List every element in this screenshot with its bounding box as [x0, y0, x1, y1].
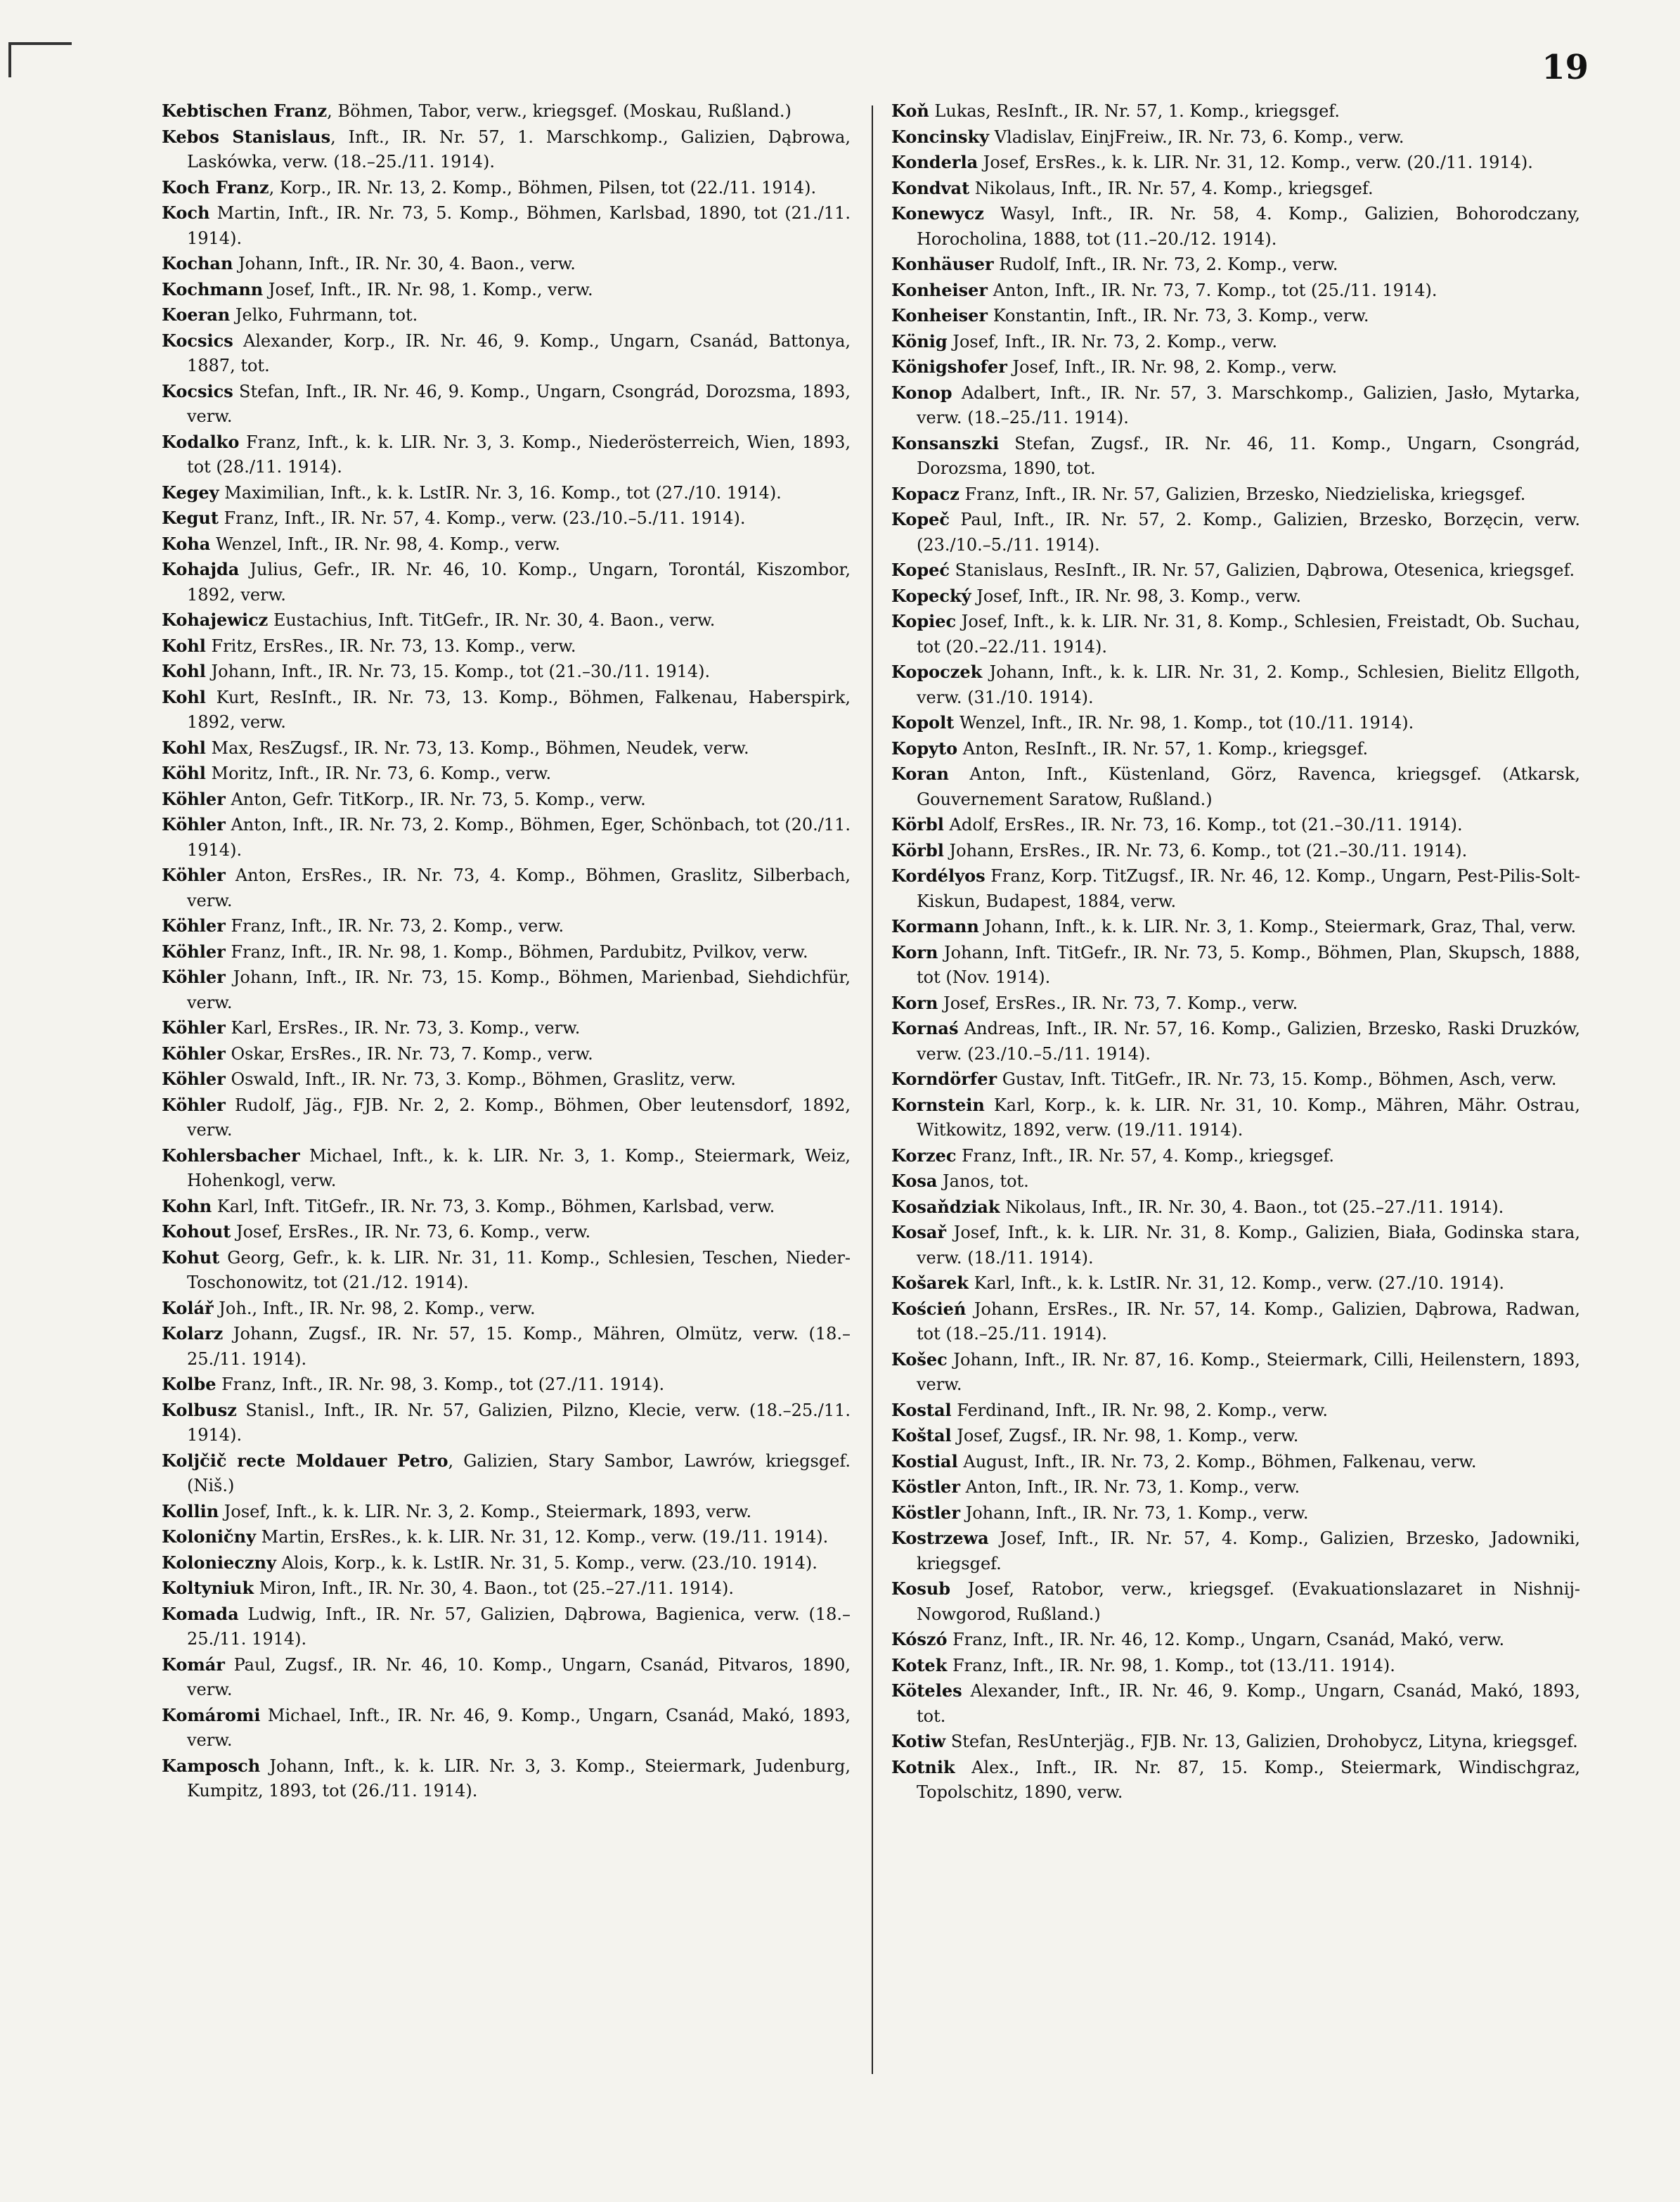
entry-details: Josef, Inft., IR. Nr. 98, 3. Komp., verw.: [971, 586, 1301, 606]
casualty-entry: [891, 98, 1580, 124]
entry-details: Rudolf, Jäg., FJB. Nr. 2, 2. Komp., Böhmen, Ober leutensdorf, 1892, verw.: [187, 1095, 851, 1140]
entry-details: Anton, Inft., Küstenland, Görz, Ravenca, kriegsgef. (Atkarsk, Gouvernement Saratow, Rußland.): [917, 764, 1580, 809]
scan-mark: [8, 42, 11, 77]
casualty-entry: [162, 1398, 851, 1448]
entry-details: Eustachius, Inft. TitGefr., IR. Nr. 30, 4. Baon., verw.: [268, 610, 716, 630]
entry-surname: Koch Franz: [162, 176, 269, 198]
entry-details: Janos, tot.: [937, 1171, 1029, 1191]
entry-details: Julius, Gefr., IR. Nr. 46, 10. Komp., Ungarn, Torontál, Kiszombor, 1892, verw.: [187, 560, 851, 605]
casualty-entry: [162, 557, 851, 607]
casualty-entry: [891, 278, 1580, 304]
entry-surname: Komáromi: [162, 1704, 261, 1725]
entry-surname: Kohout: [162, 1221, 231, 1242]
entry-surname: Kegut: [162, 508, 219, 528]
entry-surname: Koran: [891, 764, 949, 784]
entry-details: Johann, Inft., k. k. LIR. Nr. 31, 2. Komp., Schlesien, Bielitz Ellgoth, verw. (31./10. 1914).: [917, 662, 1580, 707]
entry-details: Franz, Inft., IR. Nr. 98, 3. Komp., tot (27./11. 1914).: [216, 1374, 665, 1394]
entry-surname: Koeran: [162, 304, 231, 325]
casualty-entry: [891, 1678, 1580, 1729]
entry-surname: Kosa: [891, 1171, 938, 1191]
entry-details: Wenzel, Inft., IR. Nr. 98, 1. Komp., tot (10./11. 1914).: [954, 713, 1414, 733]
casualty-entry: [891, 1449, 1580, 1475]
casualty-entry: [891, 1627, 1580, 1653]
casualty-entry: [891, 150, 1580, 176]
entry-surname: Kohn: [162, 1195, 212, 1216]
casualty-entry: [162, 1194, 851, 1220]
casualty-entry: [891, 1576, 1580, 1627]
entry-surname: Kondvat: [891, 177, 970, 198]
casualty-entry: [162, 200, 851, 251]
casualty-entry: [162, 1219, 851, 1245]
entry-surname: Kosař: [891, 1222, 947, 1242]
entry-details: Johann, Inft. TitGefr., IR. Nr. 73, 5. Komp., Böhmen, Plan, Skupsch, 1888, tot (Nov. 1914).: [917, 942, 1580, 987]
entry-details: Alex., Inft., IR. Nr. 87, 15. Komp., Steiermark, Windischgraz, Topolschitz, 1890, verw.: [917, 1757, 1580, 1802]
entry-surname: Kebtischen Franz: [162, 101, 328, 121]
entry-details: Josef, ErsRes., IR. Nr. 73, 7. Komp., verw.: [938, 993, 1298, 1013]
entry-details: Franz, Inft., IR. Nr. 57, 4. Komp., verw. (23./10.–5./11. 1914).: [218, 508, 746, 528]
entry-details: Anton, ResInft., IR. Nr. 57, 1. Komp., kriegsgef.: [957, 738, 1369, 759]
entry-details: August, Inft., IR. Nr. 73, 2. Komp., Böhmen, Falkenau, verw.: [957, 1451, 1477, 1472]
casualty-entry: [891, 1398, 1580, 1424]
entry-details: Franz, Inft., IR. Nr. 46, 12. Komp., Ungarn, Csanád, Makó, verw.: [947, 1630, 1505, 1649]
entry-surname: Koścień: [891, 1298, 967, 1319]
casualty-entry: [891, 761, 1580, 812]
casualty-entry: [891, 659, 1580, 710]
entry-details: Anton, Gefr. TitKorp., IR. Nr. 73, 5. Komp., verw.: [225, 789, 646, 809]
entry-details: Paul, Zugsf., IR. Nr. 46, 10. Komp., Ungarn, Csanád, Pitvaros, 1890, verw.: [187, 1654, 851, 1699]
entry-details: Martin, ErsRes., k. k. LIR. Nr. 31, 12. Komp., verw. (19./11. 1914).: [256, 1527, 829, 1547]
entry-details: Fritz, ErsRes., IR. Nr. 73, 13. Komp., verw.: [205, 636, 576, 656]
entry-surname: Köhler: [162, 814, 226, 835]
entry-details: Johann, Inft., IR. Nr. 73, 15. Komp., tot (21.–30./11. 1914).: [205, 662, 711, 681]
entry-surname: Kormann: [891, 916, 979, 936]
entry-details: Franz, Inft., IR. Nr. 57, Galizien, Brzesko, Niedzieliska, kriegsgef.: [959, 484, 1526, 504]
casualty-entry: [891, 1755, 1580, 1805]
entry-surname: Komada: [162, 1603, 239, 1624]
entry-surname: Kopacz: [891, 483, 959, 504]
entry-surname: Kopecký: [891, 585, 971, 606]
casualty-entry: [162, 175, 851, 201]
entry-details: Johann, ErsRes., IR. Nr. 57, 14. Komp., Galizien, Dąbrowa, Radwan, tot (18.–25./11. 1914).: [917, 1299, 1580, 1344]
casualty-entry: [162, 506, 851, 532]
entry-surname: Koljčič recte Moldauer Petro: [162, 1450, 448, 1471]
entry-details: Johann, Inft., k. k. LIR. Nr. 3, 3. Komp., Steiermark, Judenburg, Kumpitz, 1893, tot (26./11. 1914).: [187, 1756, 851, 1801]
entry-surname: Kopoczek: [891, 662, 983, 682]
entry-details: Josef, ErsRes., IR. Nr. 73, 6. Komp., verw.: [231, 1222, 591, 1242]
casualty-entry: [162, 1550, 851, 1576]
casualty-entry: [891, 507, 1580, 558]
entry-surname: Köhl: [162, 763, 206, 783]
casualty-entry: [162, 863, 851, 913]
entry-details: Stefan, Zugsf., IR. Nr. 46, 11. Komp., Ungarn, Csongrád, Dorozsma, 1890, tot.: [917, 433, 1580, 478]
entry-surname: Korn: [891, 992, 938, 1013]
entry-details: Josef, ErsRes., k. k. LIR. Nr. 31, 12. Komp., verw. (20./11. 1914).: [978, 153, 1533, 172]
entry-details: Johann, Inft., IR. Nr. 30, 4. Baon., verw.: [233, 254, 576, 273]
entry-surname: Köstler: [891, 1502, 960, 1523]
casualty-entry: [891, 1143, 1580, 1169]
casualty-entry: [162, 1015, 851, 1041]
entry-surname: Köhler: [162, 915, 226, 936]
entry-details: Josef, Inft., IR. Nr. 57, 4. Komp., Galizien, Brzesko, Jadowniki, kriegsgef.: [917, 1528, 1580, 1573]
left-column: [162, 98, 851, 1804]
entry-surname: Kegey: [162, 482, 219, 503]
casualty-entry: [891, 1220, 1580, 1270]
entry-details: Nikolaus, Inft., IR. Nr. 30, 4. Baon., tot (25.–27./11. 1914).: [1000, 1197, 1504, 1217]
entry-surname: Kotek: [891, 1654, 948, 1675]
entry-surname: Kolář: [162, 1297, 214, 1318]
entry-details: Stefan, Inft., IR. Nr. 46, 9. Komp., Ungarn, Csongrád, Dorozsma, 1893, verw.: [187, 381, 851, 426]
entry-details: Miron, Inft., IR. Nr. 30, 4. Baon., tot (25.–27./11. 1914).: [254, 1578, 734, 1598]
entry-surname: Korndörfer: [891, 1069, 997, 1089]
entry-details: Konstantin, Inft., IR. Nr. 73, 3. Komp., verw.: [988, 306, 1369, 326]
entry-details: Wenzel, Inft., IR. Nr. 98, 4. Komp., verw.: [210, 534, 561, 554]
casualty-entry: [891, 812, 1580, 838]
entry-details: Anton, ErsRes., IR. Nr. 73, 4. Komp., Böhmen, Graslitz, Silberbach, verw.: [187, 865, 851, 910]
entry-details: Josef, Inft., IR. Nr. 98, 1. Komp., verw.: [263, 279, 593, 300]
casualty-entry: [162, 1041, 851, 1067]
casualty-entry: [162, 124, 851, 175]
casualty-entry: [891, 482, 1580, 508]
casualty-entry: [891, 558, 1580, 584]
entry-surname: Koltyniuk: [162, 1578, 254, 1598]
entry-surname: Košec: [891, 1348, 948, 1370]
entry-details: Josef, Inft., IR. Nr. 73, 2. Komp., verw.: [947, 331, 1278, 352]
entry-surname: Kamposch: [162, 1755, 261, 1776]
entry-details: Karl, ErsRes., IR. Nr. 73, 3. Komp., verw.: [225, 1018, 581, 1038]
casualty-entry: [162, 430, 851, 480]
casualty-entry: [891, 1526, 1580, 1576]
scan-mark: [8, 42, 72, 45]
entry-surname: Köhler: [162, 788, 226, 809]
entry-surname: Košarek: [891, 1273, 969, 1293]
entry-details: Jelko, Fuhrmann, tot.: [230, 305, 418, 325]
entry-details: Kurt, ResInft., IR. Nr. 73, 13. Komp., Böhmen, Falkenau, Haberspirk, 1892, verw.: [187, 687, 851, 732]
entry-details: Karl, Inft., k. k. LstIR. Nr. 31, 12. Komp., verw. (27./10. 1914).: [968, 1273, 1504, 1293]
casualty-entry: [891, 1016, 1580, 1067]
casualty-entry: [891, 354, 1580, 380]
entry-details: Josef, Inft., k. k. LIR. Nr. 31, 8. Komp., Galizien, Biała, Godinska stara, verw. (18./11. 1914).: [917, 1223, 1580, 1268]
casualty-entry: [891, 1093, 1580, 1143]
casualty-entry: [891, 1296, 1580, 1347]
entry-surname: Kostrzewa: [891, 1528, 989, 1548]
entry-details: Nikolaus, Inft., IR. Nr. 57, 4. Komp., kriegsgef.: [969, 178, 1374, 198]
entry-details: Franz, Korp. TitZugsf., IR. Nr. 46, 12. Komp., Ungarn, Pest-Pilis-Solt-Kiskun, Budapest, 1884, verw.: [917, 866, 1580, 911]
entry-surname: Köhler: [162, 941, 226, 962]
casualty-entry: [891, 329, 1580, 355]
casualty-entry: [162, 965, 851, 1015]
entry-surname: Kohl: [162, 635, 206, 656]
entry-details: Josef, Zugsf., IR. Nr. 98, 1. Komp., verw.: [951, 1426, 1299, 1446]
entry-details: Vladislav, EinjFreiw., IR. Nr. 73, 6. Komp., verw.: [989, 127, 1404, 147]
casualty-entry: [162, 1499, 851, 1525]
entry-details: Martin, Inft., IR. Nr. 73, 5. Komp., Böhmen, Karlsbad, 1890, tot (21./11. 1914).: [187, 203, 851, 248]
column-divider: [872, 105, 873, 2074]
entry-details: Joh., Inft., IR. Nr. 98, 2. Komp., verw.: [213, 1298, 536, 1318]
entry-surname: Kohajda: [162, 559, 240, 579]
entry-surname: Korn: [891, 941, 938, 962]
casualty-entry: [891, 303, 1580, 329]
entry-surname: Konheiser: [891, 279, 988, 300]
casualty-entry: [162, 659, 851, 685]
entry-surname: Köteles: [891, 1680, 962, 1701]
entry-details: Oswald, Inft., IR. Nr. 73, 3. Komp., Böhmen, Graslitz, verw.: [225, 1069, 736, 1089]
entry-details: Anton, Inft., IR. Nr. 73, 7. Komp., tot (25./11. 1914).: [988, 280, 1437, 300]
entry-details: Stefan, ResUnterjäg., FJB. Nr. 13, Galizien, Drohobycz, Lityna, kriegsgef.: [945, 1732, 1578, 1751]
casualty-entry: [162, 328, 851, 379]
casualty-entry: [162, 302, 851, 328]
entry-details: Wasyl, Inft., IR. Nr. 58, 4. Komp., Galizien, Bohorodczany, Horocholina, 1888, tot (11.–20./12. 1914).: [917, 204, 1580, 249]
entry-surname: Kebos Stanislaus: [162, 126, 331, 147]
entry-surname: Kopeć: [891, 560, 950, 580]
entry-details: Franz, Inft., IR. Nr. 98, 1. Komp., tot (13./11. 1914).: [947, 1655, 1395, 1675]
entry-details: Moritz, Inft., IR. Nr. 73, 6. Komp., verw.: [205, 764, 552, 783]
casualty-entry: [891, 1195, 1580, 1221]
entry-surname: Konewycz: [891, 203, 984, 224]
entry-details: Josef, Ratobor, verw., kriegsgef. (Evakuationslazaret in Nishnij-Nowgorod, Rußland.): [917, 1579, 1580, 1624]
casualty-entry: [891, 1270, 1580, 1296]
entry-details: Franz, Inft., k. k. LIR. Nr. 3, 3. Komp., Niederösterreich, Wien, 1893, tot (28./11. 1914).: [187, 432, 851, 477]
entry-surname: Köstler: [891, 1476, 960, 1497]
entry-details: Michael, Inft., IR. Nr. 46, 9. Komp., Ungarn, Csanád, Makó, 1893, verw.: [187, 1705, 851, 1750]
entry-surname: Kochmann: [162, 278, 264, 300]
entry-details: , Korp., IR. Nr. 13, 2. Komp., Böhmen, Pilsen, tot (22./11. 1914).: [269, 177, 817, 198]
casualty-entry: [162, 812, 851, 863]
entry-surname: Konsanszki: [891, 432, 1000, 453]
entry-surname: Kosub: [891, 1578, 951, 1599]
entry-surname: Kostial: [891, 1450, 958, 1472]
entry-surname: Kochan: [162, 253, 233, 273]
entry-details: Gustav, Inft. TitGefr., IR. Nr. 73, 15. Komp., Böhmen, Asch, verw.: [997, 1069, 1557, 1089]
casualty-entry: [162, 277, 851, 303]
entry-details: Anton, Inft., IR. Nr. 73, 2. Komp., Böhmen, Eger, Schönbach, tot (20./11. 1914).: [187, 815, 851, 860]
entry-surname: Köhler: [162, 865, 226, 885]
entry-details: Anton, Inft., IR. Nr. 73, 1. Komp., verw.: [959, 1477, 1300, 1497]
entry-surname: Kotnik: [891, 1756, 955, 1777]
entry-details: , Galizien, Stary Sambor, Lawrów, kriegsgef. (Niš.): [187, 1450, 851, 1495]
entry-details: Adalbert, Inft., IR. Nr. 57, 3. Marschkomp., Galizien, Jasło, Mytarka, verw. (18.–25./11. 1914).: [917, 382, 1580, 427]
entry-surname: Koch: [162, 202, 210, 223]
entry-surname: Konheiser: [891, 305, 988, 326]
casualty-entry: [162, 1652, 851, 1703]
casualty-entry: [891, 176, 1580, 202]
entry-surname: Köhler: [162, 1043, 226, 1064]
entry-details: Oskar, ErsRes., IR. Nr. 73, 7. Komp., verw.: [225, 1043, 593, 1064]
casualty-entry: [162, 1296, 851, 1322]
entry-details: Lukas, ResInft., IR. Nr. 57, 1. Komp., kriegsgef.: [929, 101, 1340, 121]
entry-details: Maximilian, Inft., k. k. LstIR. Nr. 3, 16. Komp., tot (27./10. 1914).: [219, 482, 782, 503]
casualty-entry: [162, 607, 851, 633]
entry-surname: Kószó: [891, 1629, 948, 1649]
entry-details: Ferdinand, Inft., IR. Nr. 98, 2. Komp., verw.: [951, 1400, 1329, 1420]
casualty-entry: [162, 685, 851, 735]
entry-surname: Kollin: [162, 1500, 219, 1521]
entry-surname: Kostal: [891, 1399, 952, 1420]
entry-surname: Kohl: [162, 737, 206, 758]
casualty-entry: [162, 1093, 851, 1143]
entry-details: Adolf, ErsRes., IR. Nr. 73, 16. Komp., tot (21.–30./11. 1914).: [943, 815, 1463, 835]
entry-surname: Konderla: [891, 152, 978, 172]
casualty-entry: [891, 380, 1580, 431]
entry-surname: Kopiec: [891, 611, 957, 631]
entry-details: Alexander, Korp., IR. Nr. 46, 9. Komp., Ungarn, Csanád, Battonya, 1887, tot.: [187, 330, 851, 375]
casualty-entry: [162, 1321, 851, 1372]
entry-details: Franz, Inft., IR. Nr. 57, 4. Komp., kriegsgef.: [956, 1145, 1335, 1166]
entry-surname: Kornstein: [891, 1094, 985, 1115]
casualty-entry: [162, 633, 851, 659]
casualty-entry: [162, 1602, 851, 1652]
entry-details: Karl, Inft. TitGefr., IR. Nr. 73, 3. Komp., Böhmen, Karlsbad, verw.: [212, 1196, 775, 1216]
entry-details: Johann, Zugsf., IR. Nr. 57, 15. Komp., Mähren, Olmütz, verw. (18.–25./11. 1914).: [187, 1324, 851, 1369]
casualty-entry: [891, 1168, 1580, 1195]
entry-details: Alois, Korp., k. k. LstIR. Nr. 31, 5. Komp., verw. (23./10. 1914).: [276, 1552, 818, 1573]
entry-details: , Böhmen, Tabor, verw., kriegsgef. (Moskau, Rußland.): [327, 101, 791, 121]
entry-details: Franz, Inft., IR. Nr. 98, 1. Komp., Böhmen, Pardubitz, Pvilkov, verw.: [225, 941, 808, 962]
casualty-entry: [162, 939, 851, 965]
entry-details: Franz, Inft., IR. Nr. 73, 2. Komp., verw.: [225, 916, 564, 936]
entry-surname: Köhler: [162, 1017, 226, 1038]
casualty-entry: [162, 913, 851, 939]
entry-details: Josef, Inft., k. k. LIR. Nr. 3, 2. Komp., Steiermark, 1893, verw.: [219, 1501, 752, 1521]
casualty-entry: [162, 379, 851, 430]
entry-surname: Kornaś: [891, 1018, 959, 1038]
casualty-entry: [162, 532, 851, 558]
entry-details: Karl, Korp., k. k. LIR. Nr. 31, 10. Komp., Mähren, Mähr. Ostrau, Witkowitz, 1892, verw. (19./11. 1914).: [917, 1095, 1580, 1140]
entry-surname: Kocsics: [162, 380, 233, 401]
entry-surname: Körbl: [891, 839, 944, 861]
entry-surname: Köhler: [162, 967, 226, 987]
casualty-entry: [162, 1245, 851, 1296]
casualty-entry: [891, 710, 1580, 736]
entry-surname: Kohlersbacher: [162, 1145, 300, 1166]
casualty-entry: [891, 838, 1580, 864]
casualty-entry: [891, 431, 1580, 482]
entry-surname: Kolonieczny: [162, 1552, 276, 1573]
entry-surname: Kolbusz: [162, 1399, 237, 1420]
entry-details: Johann, Inft., k. k. LIR. Nr. 3, 1. Komp., Steiermark, Graz, Thal, verw.: [978, 917, 1577, 936]
casualty-entry: [162, 1576, 851, 1602]
entry-surname: Köhler: [162, 1094, 226, 1115]
entry-surname: König: [891, 330, 948, 352]
entry-details: Johann, Inft., IR. Nr. 87, 16. Komp., Steiermark, Cilli, Heilenstern, 1893, verw.: [917, 1349, 1580, 1394]
entry-surname: Koštal: [891, 1425, 952, 1446]
casualty-entry: [891, 1500, 1580, 1526]
right-column: [891, 98, 1580, 1805]
entry-surname: Kosaňdziak: [891, 1196, 1000, 1217]
entry-details: Andreas, Inft., IR. Nr. 57, 16. Komp., Galizien, Brzesko, Raski Druzków, verw. (23./10.–5./11. 1914).: [917, 1019, 1580, 1064]
entry-details: , Inft., IR. Nr. 57, 1. Marschkomp., Galizien, Dąbrowa, Laskówka, verw. (18.–25./11. 1914).: [187, 127, 851, 172]
entry-surname: Kotiw: [891, 1731, 946, 1751]
entry-details: Johann, ErsRes., IR. Nr. 73, 6. Komp., tot (21.–30./11. 1914).: [943, 840, 1468, 861]
entry-surname: Koň: [891, 101, 929, 121]
entry-details: Johann, Inft., IR. Nr. 73, 15. Komp., Böhmen, Marienbad, Siehdichfür, verw.: [187, 967, 851, 1012]
casualty-entry: [162, 251, 851, 277]
entry-surname: Kohl: [162, 686, 206, 707]
entry-details: Josef, Inft., IR. Nr. 98, 2. Komp., verw.: [1007, 357, 1338, 377]
entry-details: Ludwig, Inft., IR. Nr. 57, Galizien, Dąbrowa, Bagienica, verw. (18.–25./11. 1914).: [187, 1604, 851, 1649]
entry-surname: Kohl: [162, 661, 206, 681]
entry-details: Michael, Inft., k. k. LIR. Nr. 3, 1. Komp., Steiermark, Weiz, Hohenkogl, verw.: [187, 1145, 851, 1190]
entry-surname: Körbl: [891, 814, 944, 835]
casualty-entry: [891, 1729, 1580, 1755]
entry-details: Stanislaus, ResInft., IR. Nr. 57, Galizien, Dąbrowa, Otesenica, kriegsgef.: [950, 560, 1575, 580]
entry-details: Stanisl., Inft., IR. Nr. 57, Galizien, Pilzno, Klecie, verw. (18.–25./11. 1914).: [187, 1400, 851, 1445]
casualty-entry: [162, 787, 851, 813]
casualty-entry: [891, 1347, 1580, 1398]
entry-surname: Kordélyos: [891, 865, 986, 886]
casualty-entry: [891, 1067, 1580, 1093]
entry-details: Alexander, Inft., IR. Nr. 46, 9. Komp., Ungarn, Csanád, Makó, 1893, tot.: [917, 1681, 1580, 1726]
casualty-entry: [891, 914, 1580, 940]
casualty-entry: [891, 201, 1580, 252]
casualty-entry: [891, 124, 1580, 150]
page-number: 19: [1542, 48, 1589, 87]
entry-surname: Kopolt: [891, 712, 955, 733]
entry-details: Max, ResZugsf., IR. Nr. 73, 13. Komp., Böhmen, Neudek, verw.: [205, 738, 749, 758]
casualty-entry: [891, 1423, 1580, 1449]
casualty-entry: [891, 863, 1580, 914]
casualty-entry: [162, 480, 851, 506]
entry-details: Josef, Inft., k. k. LIR. Nr. 31, 8. Komp., Schlesien, Freistadt, Ob. Suchau, tot (20.–22./11. 1914).: [917, 612, 1580, 657]
entry-surname: Kopeč: [891, 509, 950, 529]
entry-surname: Kohut: [162, 1247, 220, 1268]
entry-surname: Kodalko: [162, 431, 240, 452]
entry-surname: Konop: [891, 382, 952, 403]
casualty-entry: [162, 1372, 851, 1398]
entry-details: Georg, Gefr., k. k. LIR. Nr. 31, 11. Komp., Schlesien, Teschen, Nieder-Toschonowitz, tot (21./12. 1914).: [187, 1247, 851, 1292]
casualty-entry: [162, 98, 851, 124]
casualty-entry: [891, 252, 1580, 278]
casualty-entry: [891, 609, 1580, 659]
entry-surname: Koncinsky: [891, 126, 990, 147]
casualty-entry: [162, 761, 851, 787]
entry-surname: Köhler: [162, 1069, 226, 1089]
casualty-entry: [162, 1067, 851, 1093]
entry-surname: Kopyto: [891, 738, 958, 759]
entry-surname: Kocsics: [162, 330, 233, 351]
casualty-entry: [162, 735, 851, 761]
casualty-entry: [162, 1753, 851, 1804]
casualty-entry: [891, 584, 1580, 610]
entry-surname: Koha: [162, 533, 211, 554]
entry-surname: Komár: [162, 1654, 225, 1675]
casualty-entry: [162, 1703, 851, 1753]
entry-details: Johann, Inft., IR. Nr. 73, 1. Komp., verw.: [959, 1502, 1309, 1523]
entry-surname: Kolbe: [162, 1374, 217, 1394]
entry-surname: Kolarz: [162, 1323, 224, 1344]
entry-surname: Konhäuser: [891, 254, 994, 274]
entry-surname: Koloničny: [162, 1526, 257, 1547]
casualty-entry: [891, 991, 1580, 1017]
casualty-entry: [162, 1143, 851, 1194]
casualty-entry: [891, 940, 1580, 991]
casualty-entry: [891, 1653, 1580, 1679]
entry-details: Paul, Inft., IR. Nr. 57, 2. Komp., Galizien, Brzesko, Borzęcin, verw. (23./10.–5./11. 1914).: [917, 510, 1580, 555]
casualty-entry: [162, 1448, 851, 1499]
casualty-entry: [162, 1524, 851, 1550]
entry-details: Rudolf, Inft., IR. Nr. 73, 2. Komp., verw.: [993, 255, 1338, 274]
entry-surname: Königshofer: [891, 356, 1007, 377]
entry-surname: Kohajewicz: [162, 610, 269, 630]
casualty-entry: [891, 1474, 1580, 1500]
entry-surname: Korzec: [891, 1145, 957, 1166]
casualty-entry: [891, 736, 1580, 762]
